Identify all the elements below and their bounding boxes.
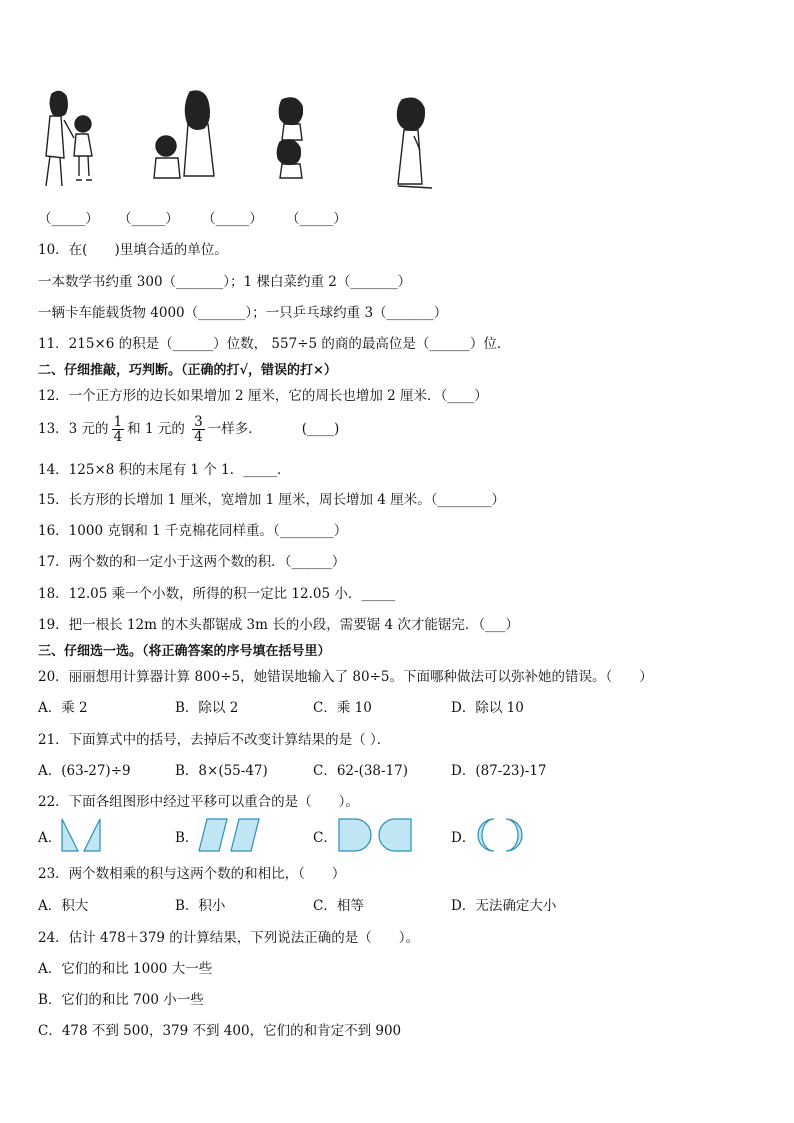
figure-woman-side-icon [390, 96, 440, 192]
q23-option-c[interactable]: C．相等 [313, 898, 364, 914]
q21-option-a[interactable]: A．(63-27)÷9 [38, 763, 131, 779]
q19-text: 19．把一根长 12m 的木头都锯成 3m 长的小段，需要锯 4 次才能锯完．（___） [38, 617, 519, 633]
q22-shapes-c-icon [337, 817, 413, 853]
figure-blank-2[interactable]: （_____） [118, 211, 179, 227]
q23-stem: 23．两个数相乘的积与这两个数的和相比，（ ） [38, 866, 346, 882]
q18-text: 18．12.05 乘一个小数，所得的积一定比 12.05 小．_____ [38, 586, 396, 602]
q16-text: 16．1000 克钢和 1 千克棉花同样重。（________） [38, 523, 348, 539]
q23-option-b[interactable]: B．积小 [175, 898, 226, 914]
q22-stem: 22．下面各组图形中经过平移可以重合的是（ ）。 [38, 794, 359, 810]
section2-heading: 二、仔细推敲，巧判断。（正确的打√，错误的打×） [38, 363, 337, 378]
q22-shapes-d-icon [474, 817, 526, 853]
q21-stem: 21．下面算式中的括号，去掉后不改变计算结果的是（ ）． [38, 732, 391, 748]
q20-option-b[interactable]: B．除以 2 [175, 700, 239, 716]
q24-stem: 24．估计 478＋379 的计算结果，下列说法正确的是（ ）。 [38, 930, 420, 946]
q24-option-a[interactable]: A．它们的和比 1000 大一些 [38, 961, 213, 977]
figure-blank-4[interactable]: （_____） [286, 211, 347, 227]
q10-title: 10．在( )里填合适的单位。 [38, 242, 228, 258]
q13-prefix: 13．3 元的 [38, 421, 109, 437]
q21-option-d[interactable]: D．(87-23)-17 [451, 763, 547, 779]
q13-frac2-den: 4 [194, 429, 203, 445]
q24-option-b[interactable]: B．它们的和比 700 小一些 [38, 992, 204, 1008]
q22-shapes-a-icon [60, 817, 104, 853]
figure-child-mother-back-icon [152, 88, 222, 180]
q20-stem: 20．丽丽想用计算器计算 800÷5，她错误地输入了 80÷5。下面哪种做法可以弥补她的错误。（ ） [38, 669, 653, 685]
figure-mother-daughter-icon [38, 88, 100, 192]
q13-middle: 和 1 元的 [127, 421, 185, 437]
q13-frac1-num: 1 [113, 414, 123, 430]
q13-fraction-1 [112, 415, 125, 444]
q15-text: 15．长方形的长增加 1 厘米，宽增加 1 厘米，周长增加 4 厘米。（________） [38, 492, 505, 508]
q10-line1: 一本数学书约重 300（_______）；1 棵白菜约重 2（_______） [38, 274, 412, 290]
q20-option-a[interactable]: A．乘 2 [38, 700, 88, 716]
q13-row [38, 410, 339, 448]
q22-option-c[interactable]: C． [313, 830, 337, 846]
figure-stacked-heads-icon [272, 96, 316, 182]
q22-option-a[interactable]: A． [38, 830, 62, 846]
q23-option-d[interactable]: D．无法确定大小 [451, 898, 557, 914]
q13-fraction-2 [192, 415, 205, 444]
q22-option-b[interactable]: B． [175, 830, 199, 846]
q24-option-c[interactable]: C．478 不到 500，379 不到 400，它们的和肯定不到 900 [38, 1023, 402, 1039]
q21-option-c[interactable]: C．62-(38-17) [313, 763, 409, 779]
q10-line2: 一辆卡车能载货物 4000（_______）；一只乒乓球约重 3（_______） [38, 305, 448, 321]
q13-frac1-den: 4 [113, 429, 123, 445]
q21-option-b[interactable]: B．8×(55-47) [175, 763, 268, 779]
q23-option-a[interactable]: A．积大 [38, 898, 89, 914]
q13-frac2-num: 3 [194, 414, 203, 430]
q20-option-c[interactable]: C．乘 10 [313, 700, 372, 716]
q13-blank[interactable]: (____) [301, 421, 340, 437]
figure-blank-3[interactable]: （_____） [202, 211, 263, 227]
q20-option-d[interactable]: D．除以 10 [451, 700, 524, 716]
q13-suffix: 一样多． [207, 421, 262, 437]
q12-text: 12．一个正方形的边长如果增加 2 厘米，它的周长也增加 2 厘米．（____） [38, 388, 488, 404]
q22-shapes-b-icon [197, 817, 263, 853]
q14-text: 14．125×8 积的末尾有 1 个 1．_____． [38, 462, 291, 478]
figure-blank-1[interactable]: （_____） [38, 211, 99, 227]
q17-text: 17．两个数的和一定小于这两个数的积．（______） [38, 554, 346, 570]
q11-text: 11．215×6 的积是（______）位数， 557÷5 的商的最高位是（______）位． [38, 336, 511, 352]
q22-option-d[interactable]: D． [451, 830, 476, 846]
section3-heading: 三、仔细选一选。（将正确答案的序号填在括号里） [38, 644, 331, 659]
